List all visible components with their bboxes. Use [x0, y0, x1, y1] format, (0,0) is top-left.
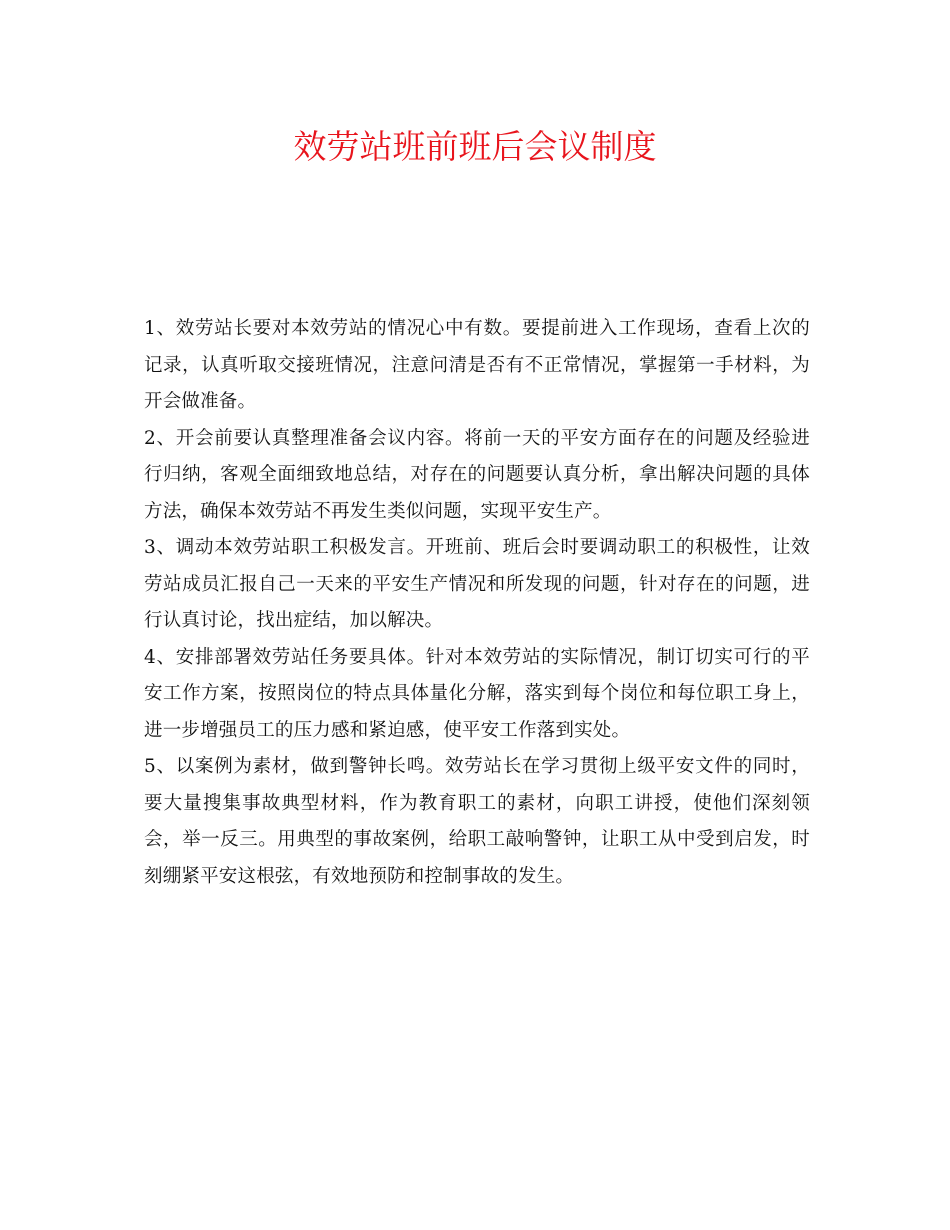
- paragraph-4: 4、安排部署效劳站任务要具体。针对本效劳站的实际情况，制订切实可行的平安工作方案，按照岗位的特点具体量化分解，落实到每个岗位和每位职工身上，进一步增强员工的压力感和紧迫感，使平安工作落到实处。: [144, 646, 810, 741]
- document-body: [144, 311, 810, 895]
- paragraph-2: 2、开会前要认真整理准备会议内容。将前一天的平安方面存在的问题及经验进行归纳，客观全面细致地总结，对存在的问题要认真分析，拿出解决问题的具体方法，确保本效劳站不再发生类似问题，实现平安生产。: [144, 427, 810, 522]
- paragraph-5: 5、以案例为素材，做到警钟长鸣。效劳站长在学习贯彻上级平安文件的同时，要大量搜集事故典型材料，作为教育职工的素材，向职工讲授，使他们深刻领会，举一反三。用典型的事故案例，给职工敲响警钟，让职工从中受到启发，时刻绷紧平安这根弦，有效地预防和控制事故的发生。: [144, 756, 810, 887]
- paragraph-1: 1、效劳站长要对本效劳站的情况心中有数。要提前进入工作现场，查看上次的记录，认真听取交接班情况，注意问清是否有不正常情况，掌握第一手材料，为开会做准备。: [144, 318, 810, 412]
- paragraph-3: 3、调动本效劳站职工积极发言。开班前、班后会时要调动职工的积极性，让效劳站成员汇报自己一天来的平安生产情况和所发现的问题，针对存在的问题，进行认真讨论，找出症结，加以解决。: [144, 537, 810, 631]
- document-title: 效劳站班前班后会议制度: [293, 127, 657, 166]
